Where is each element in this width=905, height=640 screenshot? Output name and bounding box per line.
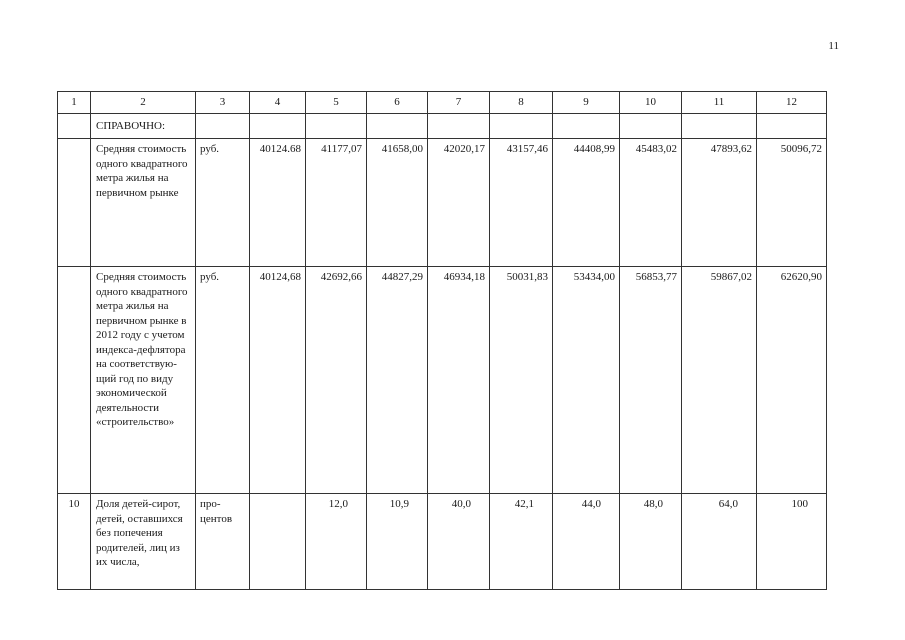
- column-header: 9: [553, 92, 620, 114]
- column-header: 1: [58, 92, 91, 114]
- value-cell: 59867,02: [682, 267, 757, 494]
- page-number: 11: [828, 40, 839, 52]
- value-cell: 47893,62: [682, 139, 757, 267]
- table-cell: [306, 114, 367, 139]
- value-cell: 46934,18: [428, 267, 490, 494]
- column-header: 2: [91, 92, 196, 114]
- table-cell: [490, 114, 553, 139]
- column-header: 12: [757, 92, 827, 114]
- value-cell: 64,0: [682, 494, 757, 590]
- value-cell: 43157,46: [490, 139, 553, 267]
- value-cell: 42692,66: [306, 267, 367, 494]
- table-cell: [367, 114, 428, 139]
- value-cell: 10,9: [367, 494, 428, 590]
- section-row: [58, 114, 827, 139]
- row-number: [58, 267, 91, 494]
- row-name: Средняя стоимость одного квадратного метра жилья на первичном рынке: [91, 139, 196, 267]
- value-cell: 42,1: [490, 494, 553, 590]
- table-cell: [682, 114, 757, 139]
- value-cell: 50096,72: [757, 139, 827, 267]
- value-cell: 50031,83: [490, 267, 553, 494]
- column-header: 3: [196, 92, 250, 114]
- column-header: 4: [250, 92, 306, 114]
- value-cell: 48,0: [620, 494, 682, 590]
- value-cell: 44,0: [553, 494, 620, 590]
- table-cell: [58, 114, 91, 139]
- column-header: 5: [306, 92, 367, 114]
- value-cell: 41177,07: [306, 139, 367, 267]
- table-row: [58, 267, 827, 494]
- value-cell: 41658,00: [367, 139, 428, 267]
- column-header: 7: [428, 92, 490, 114]
- value-cell: 40,0: [428, 494, 490, 590]
- value-cell: 40124,68: [250, 267, 306, 494]
- data-table: [57, 91, 827, 590]
- table-cell: [428, 114, 490, 139]
- table-cell: [553, 114, 620, 139]
- value-cell: [250, 494, 306, 590]
- row-number: [58, 139, 91, 267]
- row-name: Доля детей-сирот, детей, оставшихся без попечения родителей, лиц из их числа,: [91, 494, 196, 590]
- value-cell: 42020,17: [428, 139, 490, 267]
- value-cell: 44827,29: [367, 267, 428, 494]
- column-header: 6: [367, 92, 428, 114]
- value-cell: 62620,90: [757, 267, 827, 494]
- column-number-row: [58, 92, 827, 114]
- column-header: 8: [490, 92, 553, 114]
- table-row: [58, 494, 827, 590]
- row-number: 10: [58, 494, 91, 590]
- row-unit: руб.: [196, 139, 250, 267]
- row-unit: про-центов: [196, 494, 250, 590]
- column-header: 11: [682, 92, 757, 114]
- table-cell: [196, 114, 250, 139]
- value-cell: 56853,77: [620, 267, 682, 494]
- value-cell: 12,0: [306, 494, 367, 590]
- row-unit: руб.: [196, 267, 250, 494]
- table-cell: [250, 114, 306, 139]
- value-cell: 40124.68: [250, 139, 306, 267]
- value-cell: 44408,99: [553, 139, 620, 267]
- value-cell: 53434,00: [553, 267, 620, 494]
- table-row: [58, 139, 827, 267]
- section-label: СПРАВОЧНО:: [91, 114, 196, 139]
- table-cell: [757, 114, 827, 139]
- column-header: 10: [620, 92, 682, 114]
- value-cell: 45483,02: [620, 139, 682, 267]
- row-name: Средняя стоимость одного квадратного метра жилья на первичном рынке в 2012 году с учетом индекса-дефлятора на соответствую-щий год по виду экономической деятельности «строительство»: [91, 267, 196, 494]
- value-cell: 100: [757, 494, 827, 590]
- table-cell: [620, 114, 682, 139]
